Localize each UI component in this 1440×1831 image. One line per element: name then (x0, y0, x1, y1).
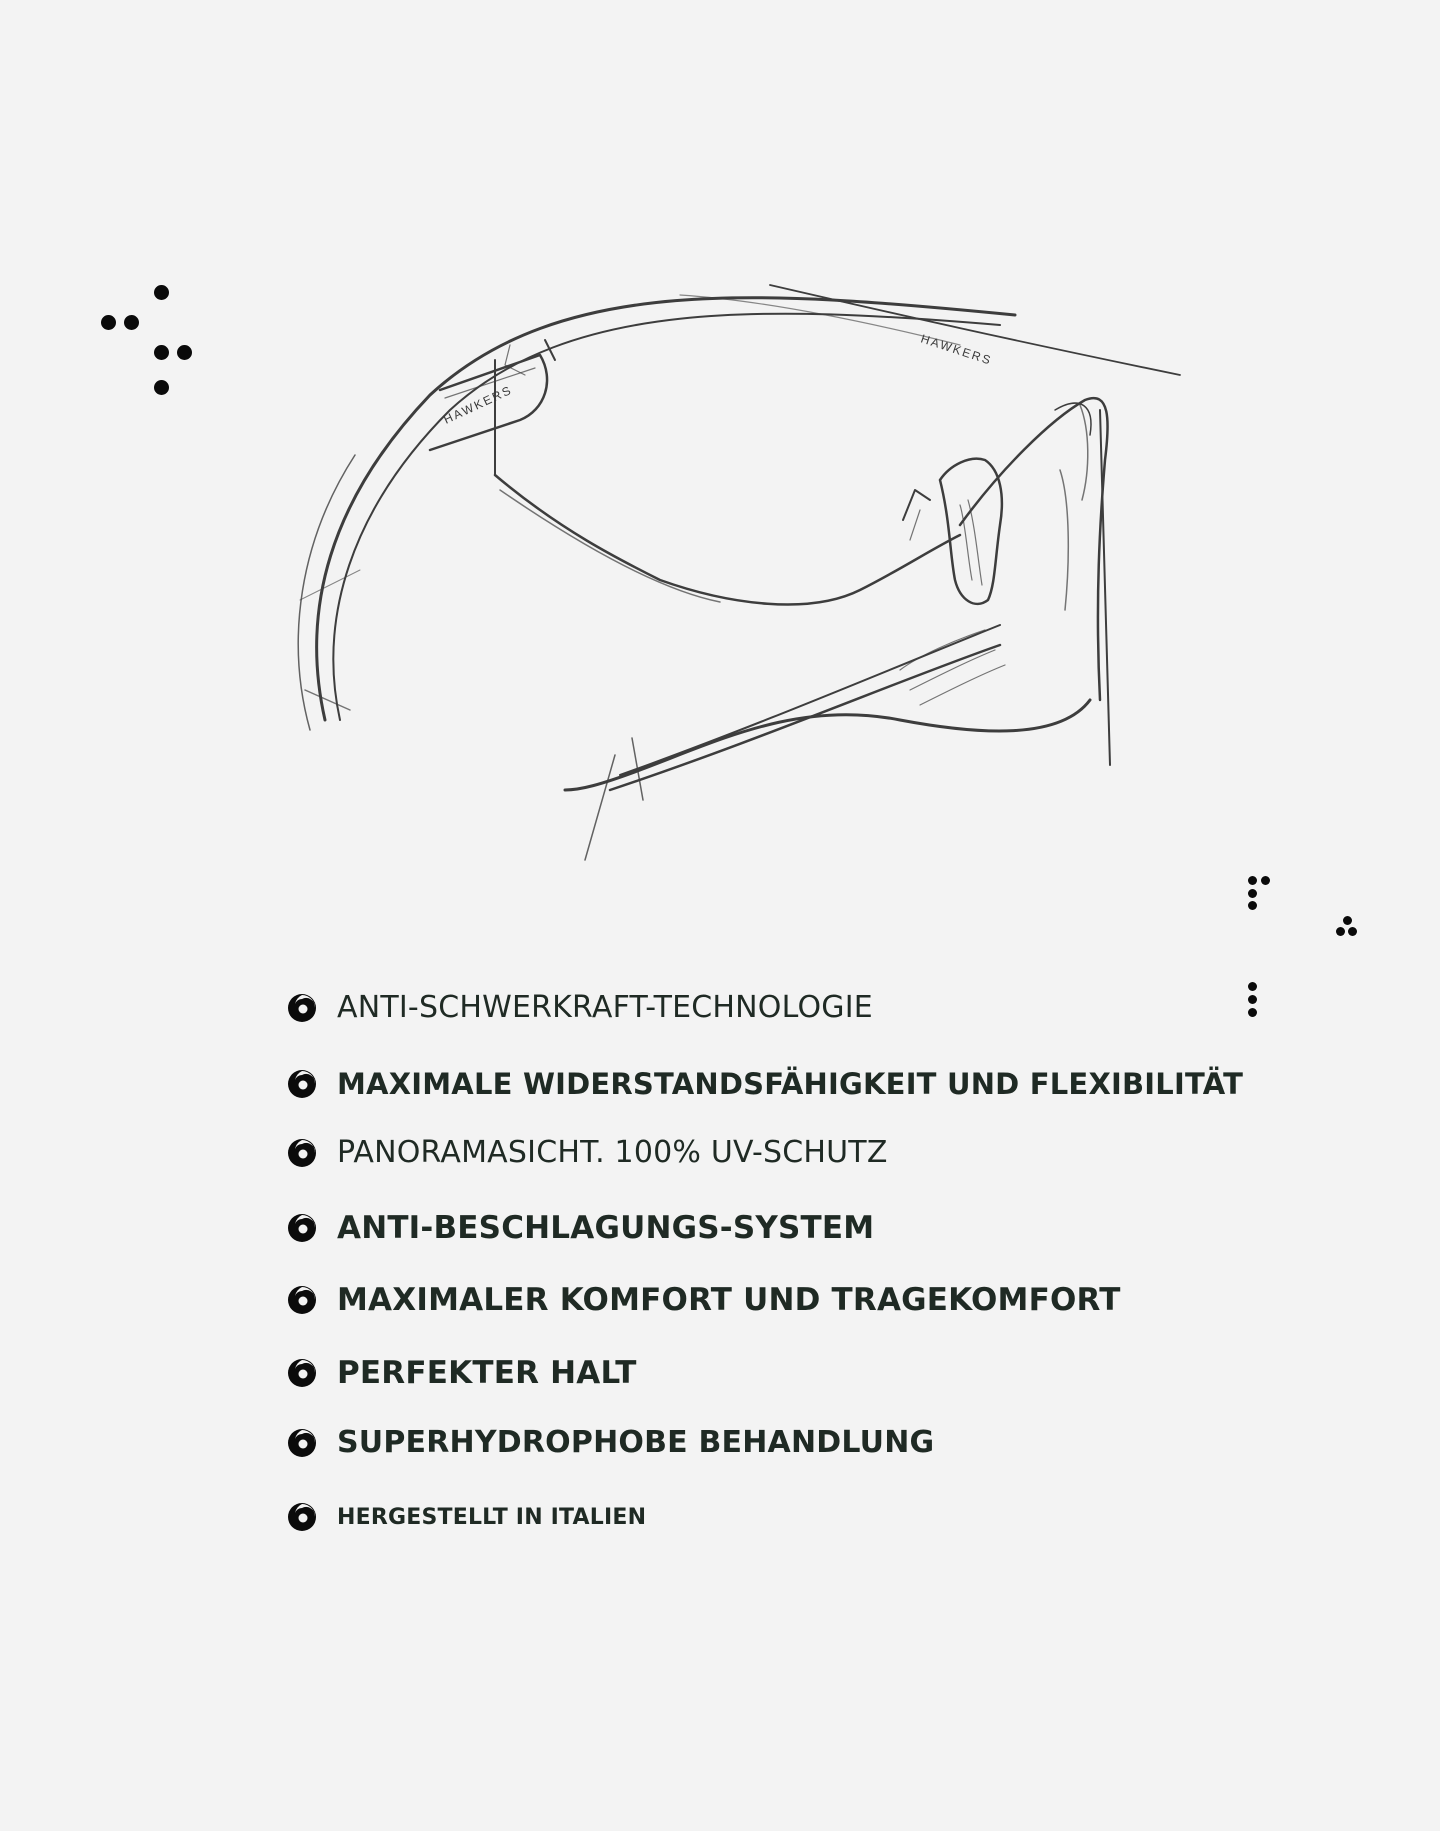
feature-item (285, 1135, 888, 1170)
decorative-dot (1348, 927, 1357, 936)
decorative-dot (1248, 995, 1257, 1004)
bullet-icon (285, 1356, 319, 1390)
decorative-dot (1343, 916, 1352, 925)
feature-item (285, 1067, 1243, 1101)
decorative-dot (1248, 901, 1257, 910)
feature-item (285, 1425, 934, 1460)
bullet-icon (285, 1500, 319, 1534)
brand-marking-side: HAWKERS (441, 382, 515, 427)
brand-marking-rear: HAWKERS (919, 331, 995, 368)
feature-text: MAXIMALER KOMFORT UND TRAGEKOMFORT (337, 1282, 1121, 1318)
feature-item (285, 990, 873, 1025)
sunglasses-sketch (0, 0, 1440, 900)
decorative-dot (1248, 1008, 1257, 1017)
bullet-icon (285, 991, 319, 1025)
bullet-icon (285, 1426, 319, 1460)
feature-text: PANORAMASICHT. 100% UV-SCHUTZ (337, 1135, 888, 1170)
bullet-icon (285, 1283, 319, 1317)
feature-text: MAXIMALE WIDERSTANDSFÄHIGKEIT UND FLEXIBILITÄT (337, 1067, 1244, 1101)
feature-text: SUPERHYDROPHOBE BEHANDLUNG (337, 1425, 935, 1460)
feature-item (285, 1355, 637, 1391)
feature-item (285, 1210, 874, 1246)
decorative-dot (1248, 982, 1257, 991)
feature-item (285, 1282, 1121, 1318)
feature-text: PERFEKTER HALT (337, 1355, 637, 1391)
decorative-dot (1336, 927, 1345, 936)
feature-item (285, 1500, 646, 1534)
bullet-icon (285, 1067, 319, 1101)
bullet-icon (285, 1136, 319, 1170)
bullet-icon (285, 1211, 319, 1245)
feature-text: HERGESTELLT IN ITALIEN (337, 1504, 647, 1530)
feature-text: ANTI-SCHWERKRAFT-TECHNOLOGIE (337, 990, 873, 1025)
feature-text: ANTI-BESCHLAGUNGS-SYSTEM (337, 1210, 875, 1246)
